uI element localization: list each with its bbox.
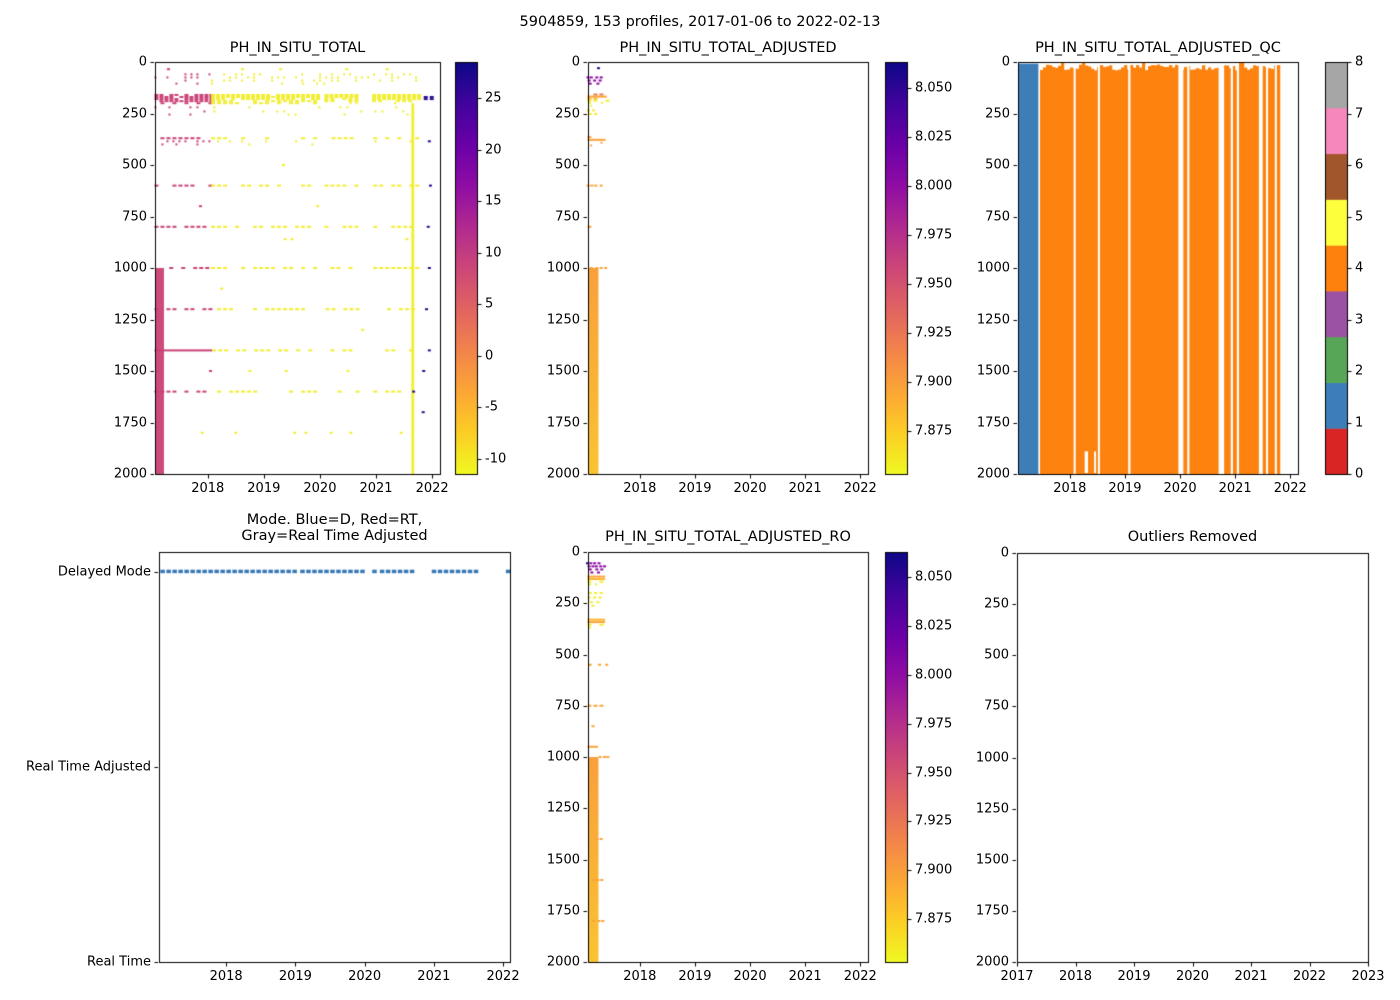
y-tick-label: 1500 bbox=[975, 852, 1009, 868]
colorbar-tick-label: 7.950 bbox=[915, 765, 953, 781]
colorbar-tick-label: 7.975 bbox=[915, 227, 953, 243]
y-tick-label: 1250 bbox=[976, 312, 1010, 327]
x-tick-label: 2020 bbox=[1175, 969, 1210, 984]
x-tick-label: 2022 bbox=[415, 481, 449, 496]
y-tick-label: 1000 bbox=[976, 260, 1010, 276]
title-ph-in-situ-total-adjusted-qc: PH_IN_SITU_TOTAL_ADJUSTED_QC bbox=[1035, 40, 1281, 56]
y-tick-label: 1000 bbox=[975, 750, 1009, 765]
y-tick-label: 2000 bbox=[976, 466, 1010, 482]
colorbar-tick-label: -10 bbox=[485, 451, 507, 467]
title-ph-in-situ-total-adjusted-ro: PH_IN_SITU_TOTAL_ADJUSTED_RO bbox=[605, 529, 851, 545]
colorbar-tick-label: 1 bbox=[1355, 415, 1364, 430]
colorbar-tick-label: 7.925 bbox=[915, 325, 953, 341]
x-tick-label: 2022 bbox=[843, 481, 877, 496]
x-tick-label: 2018 bbox=[1058, 969, 1093, 984]
x-tick-label: 2019 bbox=[678, 969, 712, 984]
title-outliers-removed: Outliers Removed bbox=[1127, 529, 1258, 545]
colorbar-tick-label: 8.025 bbox=[915, 618, 953, 634]
y-tick-label: 1500 bbox=[546, 363, 580, 379]
y-tick-label: 0 bbox=[571, 54, 580, 70]
colorbar-tick-label: 3 bbox=[1355, 312, 1364, 327]
x-tick-label: 2021 bbox=[1218, 481, 1252, 496]
colorbar-tick-label: 8.050 bbox=[915, 569, 953, 585]
y-tick-label: 1250 bbox=[546, 312, 580, 327]
colorbar-tick-label: 7 bbox=[1355, 106, 1364, 121]
colorbar-tick-label: 7.925 bbox=[915, 813, 953, 829]
x-tick-label: 2019 bbox=[1117, 969, 1151, 984]
y-category-label: Real Time bbox=[87, 954, 151, 970]
colorbar-tick-label: 7.900 bbox=[915, 374, 953, 390]
y-tick-label: 1500 bbox=[546, 852, 580, 867]
colorbar-tick-label: 7.900 bbox=[915, 862, 953, 878]
y-tick-label: 0 bbox=[1000, 545, 1009, 561]
y-tick-label: 750 bbox=[984, 698, 1009, 714]
y-tick-label: 2000 bbox=[975, 954, 1009, 970]
colorbar-tick-label: 5 bbox=[485, 296, 494, 312]
y-tick-label: 1000 bbox=[546, 260, 580, 276]
y-tick-label: 0 bbox=[1001, 54, 1010, 70]
y-tick-label: 750 bbox=[985, 209, 1010, 224]
y-tick-label: 1750 bbox=[975, 903, 1009, 919]
x-tick-label: 2022 bbox=[486, 969, 520, 984]
colorbar-tick-label: 8.025 bbox=[915, 129, 953, 145]
y-tick-label: 250 bbox=[985, 106, 1010, 121]
colorbar-tick-label: 8.000 bbox=[915, 178, 953, 194]
colorbar-tick-label: 7.875 bbox=[915, 911, 953, 927]
x-tick-label: 2020 bbox=[733, 969, 767, 984]
y-tick-label: 250 bbox=[555, 595, 580, 611]
y-tick-label: 750 bbox=[122, 209, 147, 224]
x-tick-label: 2018 bbox=[1053, 481, 1087, 496]
y-tick-label: 1250 bbox=[546, 800, 580, 816]
y-tick-label: 1750 bbox=[546, 903, 580, 919]
colorbar-tick-label: 20 bbox=[485, 142, 502, 158]
colorbar-tick-label: 0 bbox=[485, 348, 494, 364]
y-tick-label: 2000 bbox=[546, 954, 580, 970]
y-tick-label: 1000 bbox=[546, 749, 580, 765]
y-tick-label: 1250 bbox=[113, 312, 147, 327]
colorbar-tick-label: 5 bbox=[1355, 209, 1364, 224]
x-tick-label: 2019 bbox=[278, 969, 312, 984]
colorbar-tick-label: -5 bbox=[485, 399, 498, 415]
x-tick-label: 2021 bbox=[359, 481, 393, 496]
colorbar-tick-label: 8 bbox=[1355, 54, 1364, 70]
colorbar-tick-label: 25 bbox=[485, 90, 502, 106]
x-tick-label: 2020 bbox=[348, 969, 382, 984]
y-tick-label: 1000 bbox=[113, 260, 147, 276]
x-tick-label: 2022 bbox=[843, 969, 877, 984]
colorbar-tick-label: 7.875 bbox=[915, 423, 953, 439]
y-tick-label: 1750 bbox=[976, 415, 1010, 430]
y-tick-label: 1250 bbox=[975, 801, 1009, 817]
y-tick-label: 500 bbox=[555, 647, 580, 662]
y-category-label: Delayed Mode bbox=[57, 564, 151, 580]
colorbar-tick-label: 8.050 bbox=[915, 80, 953, 95]
y-tick-label: 0 bbox=[138, 54, 147, 70]
x-tick-label: 2017 bbox=[1000, 969, 1034, 984]
title-mode bbox=[159, 512, 510, 544]
colorbar-tick-label: 7.950 bbox=[915, 276, 953, 292]
y-category-label: Real Time Adjusted bbox=[26, 759, 151, 775]
x-tick-label: 2019 bbox=[678, 481, 712, 496]
y-tick-label: 1500 bbox=[976, 363, 1010, 379]
x-tick-label: 2021 bbox=[788, 969, 822, 984]
y-tick-label: 500 bbox=[555, 157, 580, 173]
figure-suptitle: 5904859, 153 profiles, 2017-01-06 to 2022-02-13 bbox=[519, 14, 881, 30]
y-tick-label: 250 bbox=[555, 106, 580, 121]
title-ph-in-situ-total: PH_IN_SITU_TOTAL bbox=[229, 40, 366, 56]
x-tick-label: 2022 bbox=[1292, 969, 1327, 984]
y-tick-label: 1750 bbox=[113, 415, 147, 430]
x-tick-label: 2019 bbox=[1108, 481, 1142, 496]
colorbar-tick-label: 15 bbox=[485, 193, 502, 209]
x-tick-label: 2018 bbox=[623, 969, 657, 984]
title-mode-line1: Mode. Blue=D, Red=RT, bbox=[246, 512, 423, 528]
x-tick-label: 2019 bbox=[247, 481, 281, 496]
x-tick-label: 2021 bbox=[788, 481, 822, 496]
x-tick-label: 2020 bbox=[733, 481, 767, 496]
y-tick-label: 2000 bbox=[546, 466, 580, 482]
x-tick-label: 2023 bbox=[1351, 969, 1385, 984]
colorbar-tick-label: 6 bbox=[1355, 157, 1364, 173]
colorbar-tick-label: 4 bbox=[1355, 260, 1364, 276]
y-tick-label: 2000 bbox=[113, 466, 147, 482]
y-tick-label: 500 bbox=[122, 157, 147, 173]
x-tick-label: 2020 bbox=[303, 481, 337, 496]
x-tick-label: 2018 bbox=[209, 969, 243, 984]
x-tick-label: 2021 bbox=[1234, 969, 1268, 984]
x-tick-label: 2018 bbox=[191, 481, 225, 496]
y-tick-label: 500 bbox=[985, 157, 1010, 173]
title-ph-in-situ-total-adjusted: PH_IN_SITU_TOTAL_ADJUSTED bbox=[619, 40, 837, 56]
y-tick-label: 1500 bbox=[113, 363, 147, 379]
colorbar-tick-label: 8.000 bbox=[915, 667, 953, 683]
y-tick-label: 250 bbox=[122, 106, 147, 121]
colorbar-tick-label: 10 bbox=[485, 245, 502, 261]
colorbar-tick-label: 7.975 bbox=[915, 716, 953, 732]
y-tick-label: 250 bbox=[984, 596, 1009, 612]
y-tick-label: 750 bbox=[555, 698, 580, 714]
title-mode-line2: Gray=Real Time Adjusted bbox=[241, 528, 428, 544]
x-tick-label: 2021 bbox=[417, 969, 451, 984]
x-tick-label: 2018 bbox=[623, 481, 657, 496]
y-tick-label: 0 bbox=[571, 544, 580, 560]
colorbar-tick-label: 2 bbox=[1355, 363, 1364, 379]
x-tick-label: 2022 bbox=[1273, 481, 1307, 496]
y-tick-label: 1750 bbox=[546, 415, 580, 430]
colorbar-tick-label: 0 bbox=[1355, 466, 1364, 482]
y-tick-label: 500 bbox=[984, 647, 1009, 663]
y-tick-label: 750 bbox=[555, 209, 580, 224]
x-tick-label: 2020 bbox=[1163, 481, 1197, 496]
